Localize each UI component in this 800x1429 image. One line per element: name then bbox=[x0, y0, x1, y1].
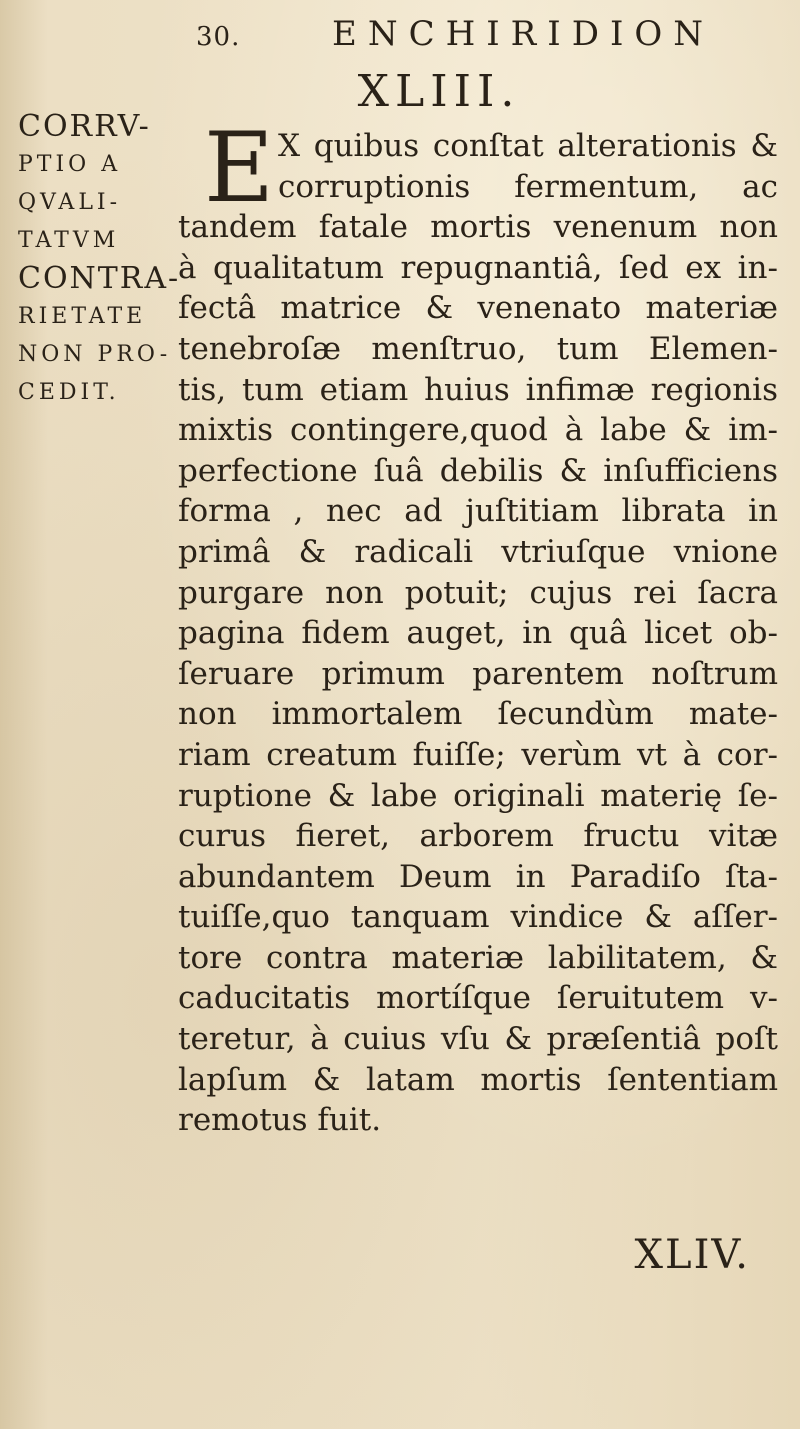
text-line: tis, tum etiam huius infimæ regionis bbox=[178, 371, 778, 408]
text-line: corruptionis fermentum, ac bbox=[278, 168, 778, 205]
text-line: purgare non potuit; cujus rei ſacra bbox=[178, 574, 778, 611]
marginal-note-line: RIETATE bbox=[18, 304, 147, 329]
text-line: tore contra materiæ labilitatem, & bbox=[178, 939, 778, 976]
marginal-note-line: CONTRA- bbox=[18, 261, 181, 296]
text-line: lapſum & latam mortis ſententiam bbox=[178, 1061, 778, 1098]
text-line: teretur, à cuius vſu & præſentiâ poſt bbox=[178, 1021, 778, 1058]
body-text bbox=[178, 112, 778, 1141]
text-line: abundantem Deum in Paradiſo ſta- bbox=[178, 858, 778, 895]
text-line: tenebroſæ menſtruo, tum Elemen- bbox=[178, 330, 778, 367]
text-line: remotus fuit. bbox=[178, 1102, 382, 1139]
marginal-note-line: CORRV- bbox=[18, 109, 151, 144]
text-line: fectâ matrice & venenato materiæ bbox=[178, 290, 778, 327]
text-line: curus fieret, arborem fructu vitæ bbox=[178, 818, 778, 855]
drop-cap: E bbox=[204, 112, 275, 224]
text-line: X quibus conſtat alterationis & bbox=[278, 128, 778, 164]
text-line: caducitatis mortíſque ſeruitutem v- bbox=[178, 980, 778, 1017]
section-number: XLIII. bbox=[357, 66, 521, 117]
running-head bbox=[0, 10, 800, 54]
marginal-note-line: NON PRO- bbox=[18, 342, 172, 367]
text-line: ruptione & labe originali materię ſe- bbox=[178, 777, 778, 814]
text-line: tuiſſe,quo tanquam vindice & aſſer- bbox=[178, 899, 778, 936]
text-line: mixtis contingere,quod à labe & im- bbox=[178, 412, 778, 449]
marginal-note-line: QVALI- bbox=[18, 190, 122, 215]
text-line: tandem fatale mortis venenum non bbox=[178, 209, 778, 246]
text-line: pagina fidem auget, in quâ licet ob- bbox=[178, 615, 778, 652]
text-line: primâ & radicali vtriuſque vnione bbox=[178, 533, 778, 570]
text-line: forma , nec ad juſtitiam librata in bbox=[178, 493, 778, 530]
marginal-note-line: CEDIT. bbox=[18, 380, 120, 405]
text-line: à qualitatum repugnantiâ, ſed ex in- bbox=[178, 249, 778, 286]
text-line: riam creatum fuiſſe; verùm vt à cor- bbox=[178, 736, 778, 773]
text-line: perfectione ſuâ debilis & inſufficiens bbox=[178, 452, 778, 489]
text-line: non immortalem ſecundùm mate- bbox=[178, 696, 778, 733]
marginal-note-line: PTIO A bbox=[18, 152, 122, 177]
catchword: XLIV. bbox=[634, 1232, 750, 1278]
marginal-note-line: TATVM bbox=[18, 228, 120, 253]
marginal-note bbox=[18, 108, 188, 412]
page-number: 30. bbox=[196, 22, 241, 52]
text-line: ſeruare primum parentem noſtrum bbox=[178, 655, 778, 692]
book-title: ENCHIRIDION bbox=[332, 14, 715, 54]
